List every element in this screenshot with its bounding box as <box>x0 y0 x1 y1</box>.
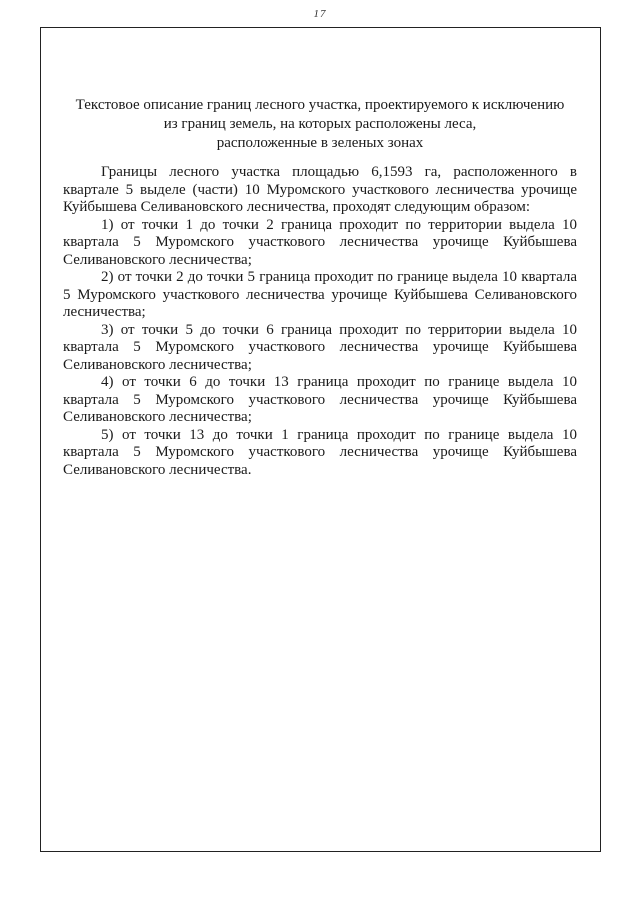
intro-paragraph: Границы лесного участка площадью 6,1593 га, расположенного в квартале 5 выделе (части) 10 Муромского участкового лесничества урочище Куйбышева Селивановского лесничества, проходят следующим образом: <box>63 164 577 215</box>
boundary-item-3: 3) от точки 5 до точки 6 граница проходит по территории выдела 10 квартала 5 Муромского участкового лесничества урочище Куйбышева Селивановского лесничества; <box>63 321 577 373</box>
heading-line-3: расположенные в зеленых зонах <box>216 135 424 151</box>
page-number: 17 <box>313 8 327 20</box>
document-heading <box>41 96 599 153</box>
boundary-item-2: 2) от точки 2 до точки 5 граница проходит по границе выдела 10 квартала 5 Муромского участкового лесничества урочище Куйбышева Селивановского лесничества; <box>63 269 577 320</box>
boundary-item-5: 5) от точки 13 до точки 1 граница проходит по границе выдела 10 квартала 5 Муромского участкового лесничества урочище Куйбышева Селивановского лесничества. <box>63 426 577 478</box>
boundary-item-1: 1) от точки 1 до точки 2 граница проходит по территории выдела 10 квартала 5 Муромского участкового лесничества урочище Куйбышева Селивановского лесничества; <box>63 216 577 268</box>
document-frame <box>40 27 601 852</box>
document-body <box>63 164 577 479</box>
heading-line-1: Текстовое описание границ лесного участка, проектируемого к исключению <box>75 97 565 113</box>
boundary-item-4: 4) от точки 6 до точки 13 граница проходит по границе выдела 10 квартала 5 Муромского участкового лесничества урочище Куйбышева Селивановского лесничества; <box>63 374 577 425</box>
heading-line-2: из границ земель, на которых расположены леса, <box>163 116 477 132</box>
